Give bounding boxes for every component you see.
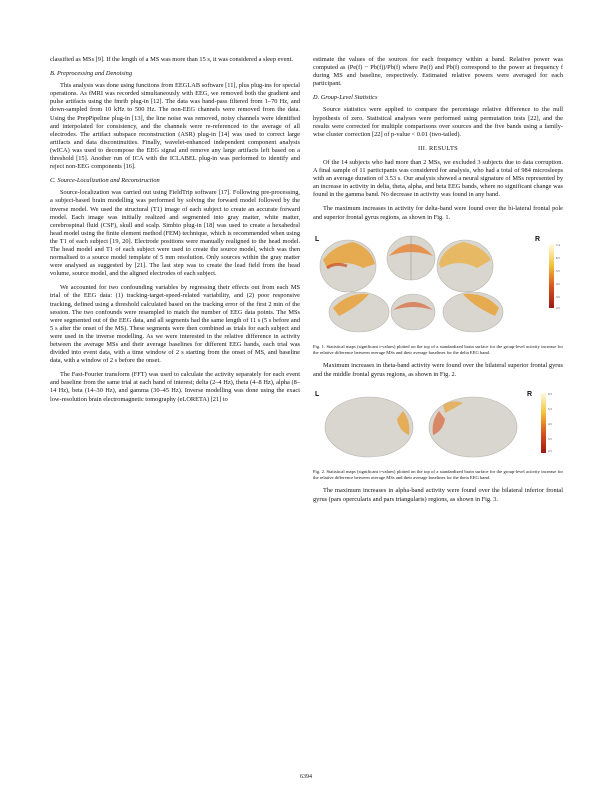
brain-maps-fig2 <box>313 385 563 465</box>
section-heading: D. Group-Level Statistics <box>313 94 378 102</box>
paragraph: classified as MSs [9]. If the length of a MS was more than 15 s, it was considered a sleep event. <box>50 56 293 63</box>
colorbar-tick: 4.5 <box>556 281 560 286</box>
right-column <box>313 56 563 510</box>
colorbar-tick: 5.5 <box>556 268 560 273</box>
colorbar-tick: 3.5 <box>556 294 560 299</box>
section-heading-results: III. RESULTS <box>417 144 459 152</box>
colorbar-tick: 6.3 <box>548 391 552 396</box>
paragraph: We accounted for two confounding variables by regressing their effects out from each MS trial of the EEG data: (1) tracking-target-speed-related variability, and (2) poor responsive tracking, defined using a threshold calculated based on the tracking error of the first 2 min of the session. The two confounds were resampled to match the number of EEG data points. The MSs were segmented out of the EEG data, and all segments had the same length of 11 s (5 s before and 5 s after the onset of the MS). These segments were then combined as trials for each subject and were used in the inverse modelling. As we were interested in the relative difference in activity between the average MSs and their average baselines for different EEG bands, each trial was divided into event data, with a time window of 2 s starting from the onset of MS, and baseline data, with a window of 2 s before the onset. <box>50 284 300 365</box>
colorbar-tick: 6.5 <box>556 255 560 260</box>
figure-2 <box>313 385 563 465</box>
paragraph: Maximum increases in theta-band activity were found over the bilateral superior frontal gyrus and the middle frontal gyrus regions, as shown in Fig. 2. <box>313 362 563 378</box>
colorbar-tick: 5.3 <box>548 406 552 411</box>
colorbar-tick: 2.5 <box>556 305 560 310</box>
left-column <box>50 56 300 410</box>
colorbar-tick: 4.5 <box>548 421 552 426</box>
colorbar-tick: 7.4 <box>556 242 560 247</box>
colorbar-tick: 2.5 <box>548 448 552 453</box>
paragraph: The maximum increases in activity for delta-band were found over the bi-lateral frontal pole and superior frontal gyrus regions, as shown in Fig. 1. <box>313 205 563 221</box>
page-number: 6394 <box>300 774 312 780</box>
hemisphere-label-right: R <box>535 235 541 243</box>
paragraph: Of the 14 subjects who had more than 2 MSs, we excluded 3 subjects due to data corruption. A final sample of 11 participants was considered for analysis, who had a total of 984 microsleeps with an average duration of 3.53 s. Our analysis showed a neural signature of MSs represented by an increase in activity in delta, theta, alpha, and beta EEG bands, where no significant change was found in the gamma band. No decrease in activity was found in any band. <box>313 158 563 199</box>
figure-2-caption: Fig. 2. Statistical maps (significant t-values) plotted on the top of a standardized brain surface for the group-level activity increase for the relative difference between average MSs and their average baselines for the theta EEG band. <box>313 468 563 480</box>
paragraph: Source-localization was carried out using FieldTrip software [17]. Following pre-processing, a subject-based brain modelling was performed by solving the forward model followed by the inverse model. We used the structural (T1) image of each subject to create an accurate forward model. Each image was initially realized and segmented into gray matter, white matter, cerebrospinal fluid (CSF), skull and scalp. Simbio plug-in [18] was used to create a hexahedral head model using the finite element method (FEM) technique, which is recommended when using the T1 of each subject [19, 20]. Electrode positions were manually realigned to the head model. The head model and T1 of each subject were used to create the source model, which was then normalised to a source model template of 5 mm resolution. Only sources within the gray matter were analysed as suggested by [21]. The last step was to create the lead field from the head volume, source model, and the aligned electrodes of each subject. <box>50 189 300 278</box>
colorbar-tick: 3.5 <box>548 436 552 441</box>
paragraph: The Fast-Fourier transform (FFT) was used to calculate the activity separately for each event and baseline from the same trial at each band of interest; delta (2–4 Hz), theta (4–8 Hz), alpha (8–14 Hz), beta (14–30 Hz), and gamma (30–45 Hz). Inverse modelling was done using the exact low-resolution brain electromagnetic tomography (eLORETA) [21] to <box>50 371 300 403</box>
section-heading: B. Preprocessing and Denoising <box>50 70 132 78</box>
hemisphere-label-right: R <box>527 390 533 398</box>
paragraph: estimate the values of the sources for each frequency within a band. Relative power was computed as (Pe(f) − Pb(f))/Pb(f) where Pe(f) and Pb(f) correspond to the power at frequency f during MS and baseline, respectively. Estimated relative powers were averaged for each participant. <box>313 56 563 88</box>
colorbar <box>549 244 554 308</box>
colorbar <box>541 393 546 453</box>
figure-1-caption: Fig. 1. Statistical maps (significant t-values) plotted on the top of a standardized brain surface for the group-level activity increase for the relative difference between average MSs and their average baselines for the delta EEG band. <box>313 343 563 355</box>
paragraph: The maximum increases in alpha-band activity were found over the bilateral inferior frontal gyrus (pars opercularis and pars triangularis) regions, as shown in Fig. 3. <box>313 487 563 503</box>
hemisphere-label-left: L <box>315 390 320 398</box>
hemisphere-label-left: L <box>315 235 320 243</box>
paragraph: Source statistics were applied to compare the percentage relative difference to the null hypothesis of zero. Statistical analyses were performed using permutation tests [22], and the results were corrected for multiple comparisons over sources and the five bands using a family-wise cluster correction [22] of p-value < 0.01 (two-tailed). <box>313 106 563 138</box>
section-heading: C. Source-Localization and Reconstruction <box>50 177 160 185</box>
brain-maps-fig1 <box>313 228 563 340</box>
paragraph: This analysis was done using functions from EEGLAB software [11], plus plug-ins for special operations. As fMRI was recorded simultaneously with EEG, we removed both the gradient and pulse artifacts using the fmrib plug-in [12]. The data was band-pass filtered from 1–70 Hz, and down-sampled from 10 kHz to 500 Hz. The non-EEG channels were removed from the data. Using the PrepPipeline plug-in [13], the line noise was removed, noisy channels were identified and interpolated for consistency, and the channels were re-referenced to the average of all electrodes. The artifact subspace reconstruction (ASR) plug-in [14] was used to correct large artifacts and data discontinuities. Finally, wavelet-enhanced independent component analysis (wICA) was used to decompose the EEG signal and remove any large artifacts left based on a threshold [15]. Another run of ICA with the ICLABEL plug-in was performed to identify and reject non-EEG components [16]. <box>50 82 300 171</box>
figure-1 <box>313 228 563 340</box>
